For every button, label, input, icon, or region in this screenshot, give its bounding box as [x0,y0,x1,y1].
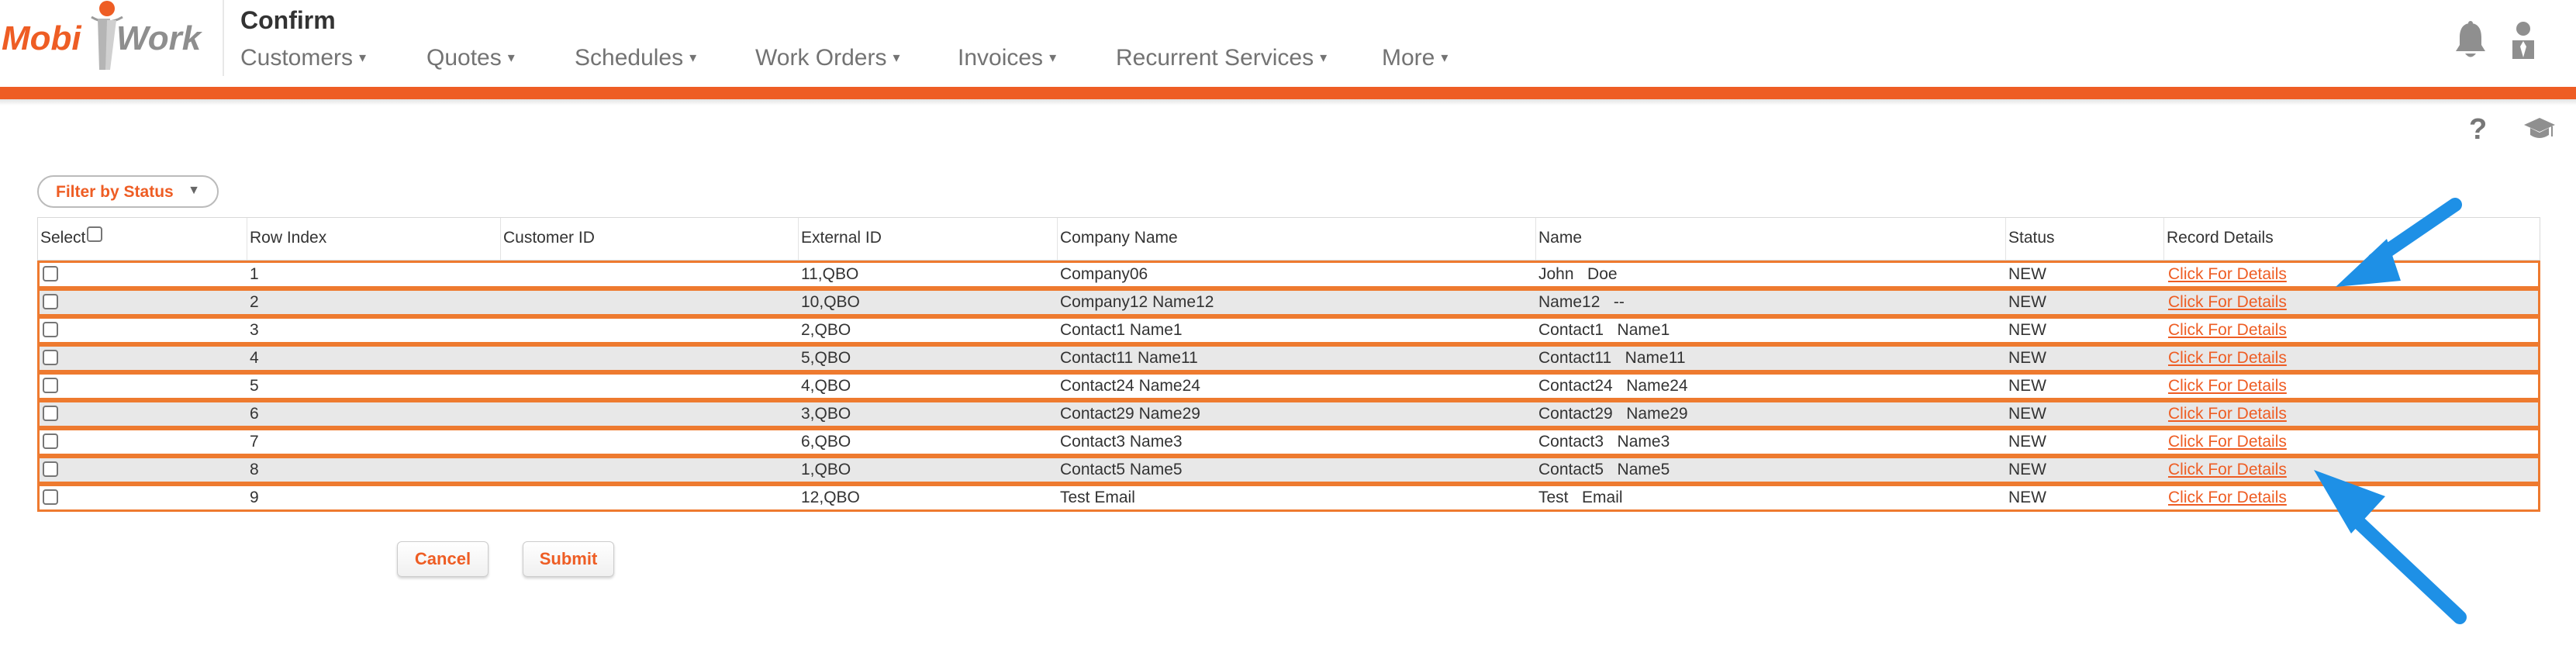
app-header [0,0,2576,87]
cell-row-index: 6 [250,405,259,423]
cancel-button[interactable]: Cancel [397,541,489,577]
chevron-down-icon: ▾ [1049,50,1057,65]
table-row [37,456,2540,484]
row-select-checkbox[interactable] [43,266,58,281]
logo-divider [223,0,224,76]
header-shadow [0,99,2576,105]
graduation-cap-icon[interactable] [2523,116,2556,143]
row-select-checkbox[interactable] [43,433,58,449]
column-header-label: Record Details [2167,229,2274,247]
row-select-checkbox[interactable] [43,322,58,337]
nav-invoices[interactable] [958,45,1056,71]
cell-status: NEW [2008,489,2046,506]
cell-name: Contact11 Name11 [1538,349,1686,367]
click-for-details-link[interactable]: Click For Details [2168,321,2287,339]
table-row [37,316,2540,344]
chevron-down-icon: ▾ [359,50,367,65]
cell-company-name: Contact29 Name29 [1060,405,1200,423]
click-for-details-link[interactable]: Click For Details [2168,265,2287,283]
nav-customers[interactable] [240,45,366,71]
cell-name: Name12 -- [1538,293,1625,311]
nav-schedules[interactable] [575,45,696,71]
cell-company-name: Contact24 Name24 [1060,377,1200,395]
cell-status: NEW [2008,405,2046,423]
cell-external-id: 11,QBO [801,265,859,283]
click-for-details-link[interactable]: Click For Details [2168,461,2287,478]
cell-company-name: Company06 [1060,265,1148,283]
cell-row-index: 7 [250,433,259,451]
cell-external-id: 12,QBO [801,489,860,506]
row-select-checkbox[interactable] [43,461,58,477]
column-header-label: Row Index [250,229,327,247]
cell-company-name: Contact5 Name5 [1060,461,1183,478]
cell-row-index: 3 [250,321,259,339]
confirm-table [37,217,2540,506]
row-select-checkbox[interactable] [43,294,58,309]
table-row [37,288,2540,316]
mobiwork-logo[interactable] [0,0,217,76]
svg-text:Work: Work [116,19,202,57]
header-accent-bar [0,87,2576,99]
cell-row-index: 5 [250,377,259,395]
chevron-down-icon: ▾ [507,50,515,65]
table-header-row [37,217,2540,261]
submit-button[interactable]: Submit [523,541,614,577]
svg-text:Mobi: Mobi [2,19,81,57]
click-for-details-link[interactable]: Click For Details [2168,349,2287,367]
cell-name: Test Email [1538,489,1623,506]
cell-company-name: Contact11 Name11 [1060,349,1198,367]
cell-external-id: 10,QBO [801,293,860,311]
chevron-down-icon: ▾ [1320,50,1328,65]
column-header-select [38,218,247,260]
filter-label: Filter by Status [56,183,174,201]
cell-status: NEW [2008,321,2046,339]
help-icon[interactable]: ? [2469,113,2488,146]
column-header-label: Customer ID [503,229,595,247]
cell-status: NEW [2008,433,2046,451]
table-row [37,428,2540,456]
cell-company-name: Test Email [1060,489,1135,506]
nav-label: Customers [240,45,354,71]
nav-label: More [1382,45,1435,71]
cell-external-id: 3,QBO [801,405,851,423]
nav-label: Schedules [575,45,684,71]
nav-label: Recurrent Services [1116,45,1314,71]
cell-external-id: 4,QBO [801,377,851,395]
nav-work-orders[interactable] [755,45,900,71]
cell-row-index: 8 [250,461,259,478]
row-select-checkbox[interactable] [43,406,58,421]
click-for-details-link[interactable]: Click For Details [2168,405,2287,423]
cell-name: Contact1 Name1 [1538,321,1670,339]
column-header-record-details [2164,218,2541,260]
cell-external-id: 6,QBO [801,433,851,451]
cell-row-index: 1 [250,265,259,283]
nav-label: Invoices [958,45,1044,71]
cell-row-index: 2 [250,293,259,311]
select-all-checkbox[interactable] [87,226,102,242]
column-header-row-index[interactable] [247,218,501,260]
nav-more[interactable] [1382,45,1448,71]
caret-down-icon: ▼ [188,184,200,197]
cell-row-index: 9 [250,489,259,506]
click-for-details-link[interactable]: Click For Details [2168,433,2287,451]
column-header-name[interactable] [1536,218,2006,260]
user-icon[interactable] [2509,20,2537,60]
cell-name: Contact5 Name5 [1538,461,1670,478]
cell-row-index: 4 [250,349,259,367]
chevron-down-icon: ▾ [1441,50,1449,65]
click-for-details-link[interactable]: Click For Details [2168,489,2287,506]
column-header-label: Company Name [1060,229,1178,247]
column-header-label: External ID [801,229,882,247]
cell-external-id: 2,QBO [801,321,851,339]
click-for-details-link[interactable]: Click For Details [2168,293,2287,311]
cell-company-name: Company12 Name12 [1060,293,1214,311]
row-select-checkbox[interactable] [43,350,58,365]
nav-label: Work Orders [755,45,887,71]
column-header-company-name[interactable] [1058,218,1536,260]
cell-name: Contact3 Name3 [1538,433,1670,451]
column-header-label: Select [40,229,86,247]
row-select-checkbox[interactable] [43,489,58,505]
column-header-status[interactable] [2006,218,2164,260]
cell-company-name: Contact3 Name3 [1060,433,1183,451]
table-row [37,484,2540,512]
column-header-external-id[interactable] [799,218,1058,260]
cell-name: John Doe [1538,265,1618,283]
cell-status: NEW [2008,293,2046,311]
filter-by-status-button[interactable] [37,175,219,208]
column-header-label: Name [1538,229,1583,247]
nav-recurrent-services[interactable] [1116,45,1327,71]
cell-status: NEW [2008,265,2046,283]
table-row [37,400,2540,428]
row-select-checkbox[interactable] [43,378,58,393]
click-for-details-link[interactable]: Click For Details [2168,377,2287,395]
column-header-label: Status [2008,229,2055,247]
cell-status: NEW [2008,377,2046,395]
chevron-down-icon: ▾ [893,50,900,65]
column-header-customer-id[interactable] [501,218,799,260]
cell-external-id: 5,QBO [801,349,851,367]
cell-status: NEW [2008,461,2046,478]
table-row [37,372,2540,400]
nav-label: Quotes [426,45,502,71]
cell-company-name: Contact1 Name1 [1060,321,1183,339]
cell-name: Contact29 Name29 [1538,405,1688,423]
cell-external-id: 1,QBO [801,461,851,478]
table-row [37,261,2540,288]
table-row [37,344,2540,372]
cell-status: NEW [2008,349,2046,367]
chevron-down-icon: ▾ [689,50,697,65]
bell-icon[interactable] [2453,20,2488,60]
nav-quotes[interactable] [426,45,515,71]
cell-name: Contact24 Name24 [1538,377,1688,395]
page-title: Confirm [240,6,336,34]
